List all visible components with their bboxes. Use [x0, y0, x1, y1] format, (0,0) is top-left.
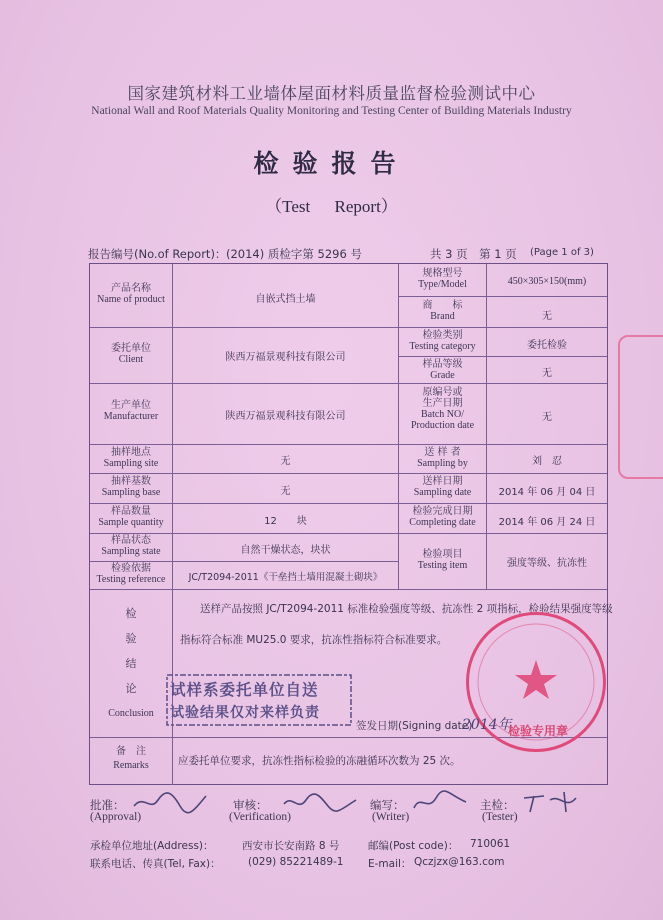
seal-bottom-text: 检验专用章: [508, 724, 569, 738]
client-value: 陕西万福景观科技有限公司: [225, 352, 346, 363]
sampling-base-value: 无: [280, 486, 291, 497]
sampling-by-label: 送 样 者 Sampling by: [417, 447, 468, 469]
writer-label: 编写：: [370, 798, 405, 812]
sampling-date-label: 送样日期 Sampling date: [413, 476, 472, 498]
conclusion-line-2: 指标符合标准 MU25.0 要求，抗冻性指标符合标准要求。: [180, 634, 448, 646]
verification-signature: [280, 790, 360, 816]
sampling-site-value: 无: [280, 456, 291, 467]
approval-label: 批准：: [90, 798, 125, 812]
row-line: [90, 589, 607, 590]
brand-label: 商 标 Brand: [422, 300, 463, 322]
report-title-cn: 检验报告: [253, 149, 410, 178]
row-line: [90, 473, 607, 474]
conclusion-line-1: 送样产品按照 JC/T2094-2011 标准检验强度等级、抗冻性 2 项指标，检验结果强度等级: [200, 603, 613, 615]
row-line: [398, 356, 607, 357]
row-line: [90, 503, 607, 504]
testing-reference-value: JC/T2094-2011《干垒挡土墙用混凝土砌块》: [188, 572, 383, 583]
batch-value: 无: [542, 412, 552, 423]
sampling-state-label: 样品状态 Sampling state: [101, 535, 161, 557]
sample-quantity-value: 12 块: [264, 516, 307, 527]
verification-label-en: (Verification): [229, 811, 291, 823]
sampling-site-label: 抽样地点 Sampling site: [103, 447, 159, 469]
testing-reference-label: 检验依据 Testing reference: [96, 563, 166, 585]
side-seal-partial: [618, 335, 663, 479]
grade-value: 无: [542, 368, 552, 379]
postcode-label: 邮编(Post code)：: [368, 840, 459, 852]
type-model-value: 450×305×150(mm): [507, 276, 587, 287]
row-line: [90, 533, 607, 534]
sampling-date-value: 2014 年 06 月 04 日: [498, 487, 596, 498]
org-name-en: National Wall and Roof Materials Quality Monitoring and Testing Center of Building Materials Industry: [91, 105, 572, 117]
type-model-label: 规格型号 Type/Model: [418, 268, 467, 290]
testing-category-value: 委托检验: [527, 340, 567, 351]
signing-date-label: 签发日期(Signing date): [356, 720, 473, 732]
stamp-text-1: 试样系委托单位自送: [170, 681, 319, 699]
postcode-value: 710061: [470, 838, 511, 850]
signing-date-handwritten: 2014年: [462, 717, 512, 733]
completing-date-value: 2014 年 06 月 24 日: [498, 517, 596, 528]
completing-date-label: 检验完成日期 Completing date: [409, 506, 476, 528]
address-label: 承检单位地址(Address)：: [90, 840, 214, 852]
sample-quantity-label: 样品数量 Sample quantity: [98, 506, 164, 528]
testing-item-value: 强度等级、抗冻性: [507, 558, 587, 569]
tester-label: 主检：: [480, 798, 515, 812]
brand-value: 无: [542, 311, 552, 322]
stamp-text-2: 试验结果仅对来样负责: [170, 705, 320, 721]
report-title-en: （Test Report）: [265, 197, 398, 216]
email-value: Qczjzx@163.com: [414, 856, 505, 868]
row-line: [398, 296, 607, 297]
sampling-state-value: 自然干燥状态，块状: [240, 545, 331, 556]
approval-signature: [130, 788, 210, 816]
batch-label: 原编号或 生产日期 Batch NO/ Production date: [410, 387, 475, 431]
email-label: E-mail：: [368, 858, 412, 870]
tester-signature: [520, 788, 590, 816]
client-label: 委托单位 Client: [111, 343, 151, 365]
testing-item-label: 检验项目 Testing item: [417, 549, 468, 571]
writer-signature: [410, 788, 470, 816]
row-line: [90, 383, 607, 384]
testing-category-label: 检验类别 Testing category: [409, 330, 476, 352]
conclusion-label: 检 验 结 论 Conclusion: [108, 607, 154, 719]
tester-label-en: (Tester): [482, 811, 518, 823]
report-number-value: (2014) 质检字第 5296 号: [226, 247, 362, 261]
page-count: 共 3 页 第 1 页: [430, 247, 517, 261]
phone-label: 联系电话、传真(Tel, Fax)：: [90, 858, 221, 870]
remarks-value: 应委托单位要求，抗冻性指标检验的冻融循环次数为 25 次。: [178, 755, 461, 767]
row-line: [90, 444, 607, 445]
manufacturer-label: 生产单位 Manufacturer: [103, 400, 159, 422]
product-name-label: 产品名称 Name of product: [97, 283, 165, 305]
address-value: 西安市长安南路 8 号: [242, 840, 340, 852]
approval-label-en: (Approval): [90, 811, 142, 823]
org-name-cn: 国家建筑材料工业墙体屋面材料质量监督检验测试中心: [127, 84, 536, 103]
phone-value: (029) 85221489-1: [248, 856, 344, 868]
product-name-value: 自嵌式挡土墙: [255, 294, 316, 305]
page-count-en: (Page 1 of 3): [530, 247, 594, 258]
sampling-base-label: 抽样基数 Sampling base: [101, 476, 161, 498]
row-line: [90, 327, 607, 328]
row-line: [90, 561, 398, 562]
verification-label: 审核：: [233, 798, 268, 812]
grade-label: 样品等级 Grade: [422, 359, 463, 381]
sampling-by-value: 刘 忍: [532, 456, 562, 467]
report-number-label: 报告编号(No.of Report)：: [88, 247, 227, 261]
client-sample-stamp: [166, 674, 352, 726]
remarks-label: 备 注 Remarks: [113, 746, 149, 771]
writer-label-en: (Writer): [372, 811, 410, 823]
manufacturer-value: 陕西万福景观科技有限公司: [225, 411, 346, 422]
